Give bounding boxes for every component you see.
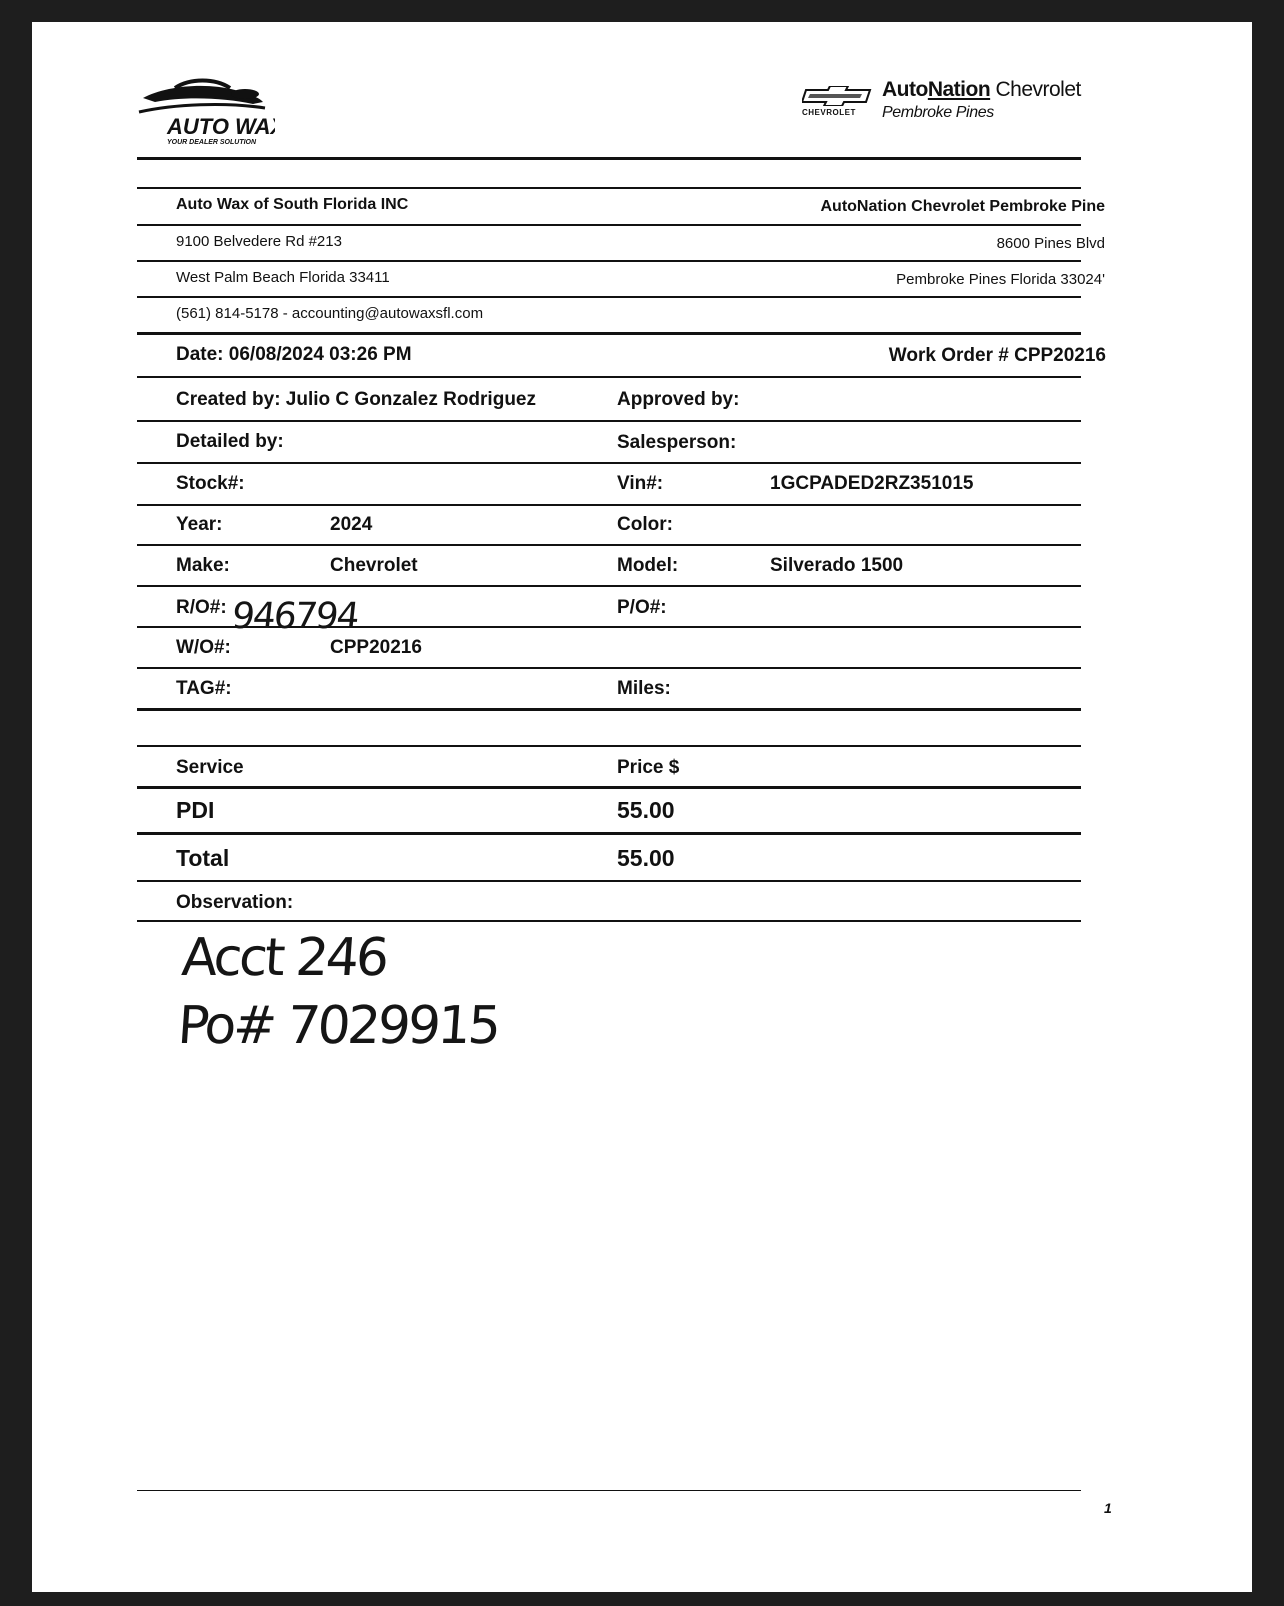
model-value: Silverado 1500 <box>770 555 904 576</box>
observation-handwritten-line-2: Po# 7029915 <box>175 996 501 1056</box>
customer-address-2: Pembroke Pines Florida 33024' <box>896 271 1105 288</box>
auto-wax-logo-tagline: YOUR DEALER SOLUTION <box>167 139 257 146</box>
chevrolet-bowtie-icon <box>802 86 874 106</box>
stock-label: Stock#: <box>176 473 245 494</box>
rule <box>137 786 1081 789</box>
footer-rule <box>137 1490 1081 1491</box>
rule <box>137 420 1081 422</box>
auto-wax-logo-text: AUTO WAX <box>167 114 275 139</box>
rule <box>137 187 1081 189</box>
rule <box>137 585 1081 587</box>
color-label: Color: <box>617 514 673 535</box>
rule <box>137 745 1081 747</box>
rule <box>137 462 1081 464</box>
rule <box>137 920 1081 922</box>
rule <box>137 157 1081 160</box>
po-label: P/O#: <box>617 597 667 618</box>
rule <box>137 667 1081 669</box>
wo-value: CPP20216 <box>330 637 422 658</box>
make-value: Chevrolet <box>330 555 418 576</box>
vendor-contact: (561) 814-5178 - accounting@autowaxsfl.com <box>176 305 484 322</box>
rule <box>137 880 1081 882</box>
rule <box>137 260 1081 262</box>
model-label: Model: <box>617 555 679 576</box>
customer-address-1: 8600 Pines Blvd <box>996 235 1105 252</box>
year-label: Year: <box>176 514 223 535</box>
autonation-brand: AutoNation Chevrolet <box>882 78 1081 101</box>
salesperson-label: Salesperson: <box>617 432 737 453</box>
autonation-logo <box>802 78 1112 148</box>
rule <box>137 504 1081 506</box>
total-label: Total <box>176 845 230 871</box>
vin-label: Vin#: <box>617 473 664 494</box>
customer-name: AutoNation Chevrolet Pembroke Pine <box>820 198 1105 215</box>
vendor-name: Auto Wax of South Florida INC <box>176 196 409 213</box>
price-column-header: Price $ <box>617 757 680 778</box>
total-value: 55.00 <box>617 845 675 871</box>
rule <box>137 332 1081 335</box>
chevrolet-wordmark: CHEVROLET <box>802 108 856 117</box>
wo-label: W/O#: <box>176 637 231 658</box>
autonation-subtitle: Pembroke Pines <box>882 104 994 121</box>
observation-label: Observation: <box>176 892 294 913</box>
rule <box>137 708 1081 711</box>
work-order-number: Work Order # CPP20216 <box>888 345 1106 366</box>
rule <box>137 224 1081 226</box>
ro-handwritten-value: 946794 <box>229 596 360 637</box>
rule <box>137 544 1081 546</box>
miles-label: Miles: <box>617 678 671 699</box>
rule <box>137 832 1081 835</box>
created-by: Created by: Julio C Gonzalez Rodriguez <box>176 389 536 410</box>
observation-handwritten-line-1: Acct 246 <box>179 928 389 988</box>
year-value: 2024 <box>330 514 373 535</box>
vendor-address-2: West Palm Beach Florida 33411 <box>176 269 390 286</box>
service-name: PDI <box>176 797 215 823</box>
vendor-address-1: 9100 Belvedere Rd #213 <box>176 233 342 250</box>
rule <box>137 376 1081 378</box>
tag-label: TAG#: <box>176 678 232 699</box>
ro-label: R/O#: <box>176 597 227 618</box>
page-number: 1 <box>1104 1500 1112 1516</box>
service-price: 55.00 <box>617 797 675 823</box>
service-column-header: Service <box>176 757 244 778</box>
approved-by-label: Approved by: <box>617 389 740 410</box>
auto-wax-logo <box>135 68 275 148</box>
order-date: Date: 06/08/2024 03:26 PM <box>176 344 412 365</box>
rule <box>137 296 1081 298</box>
detailed-by-label: Detailed by: <box>176 431 284 452</box>
vin-value: 1GCPADED2RZ351015 <box>770 473 974 494</box>
make-label: Make: <box>176 555 230 576</box>
